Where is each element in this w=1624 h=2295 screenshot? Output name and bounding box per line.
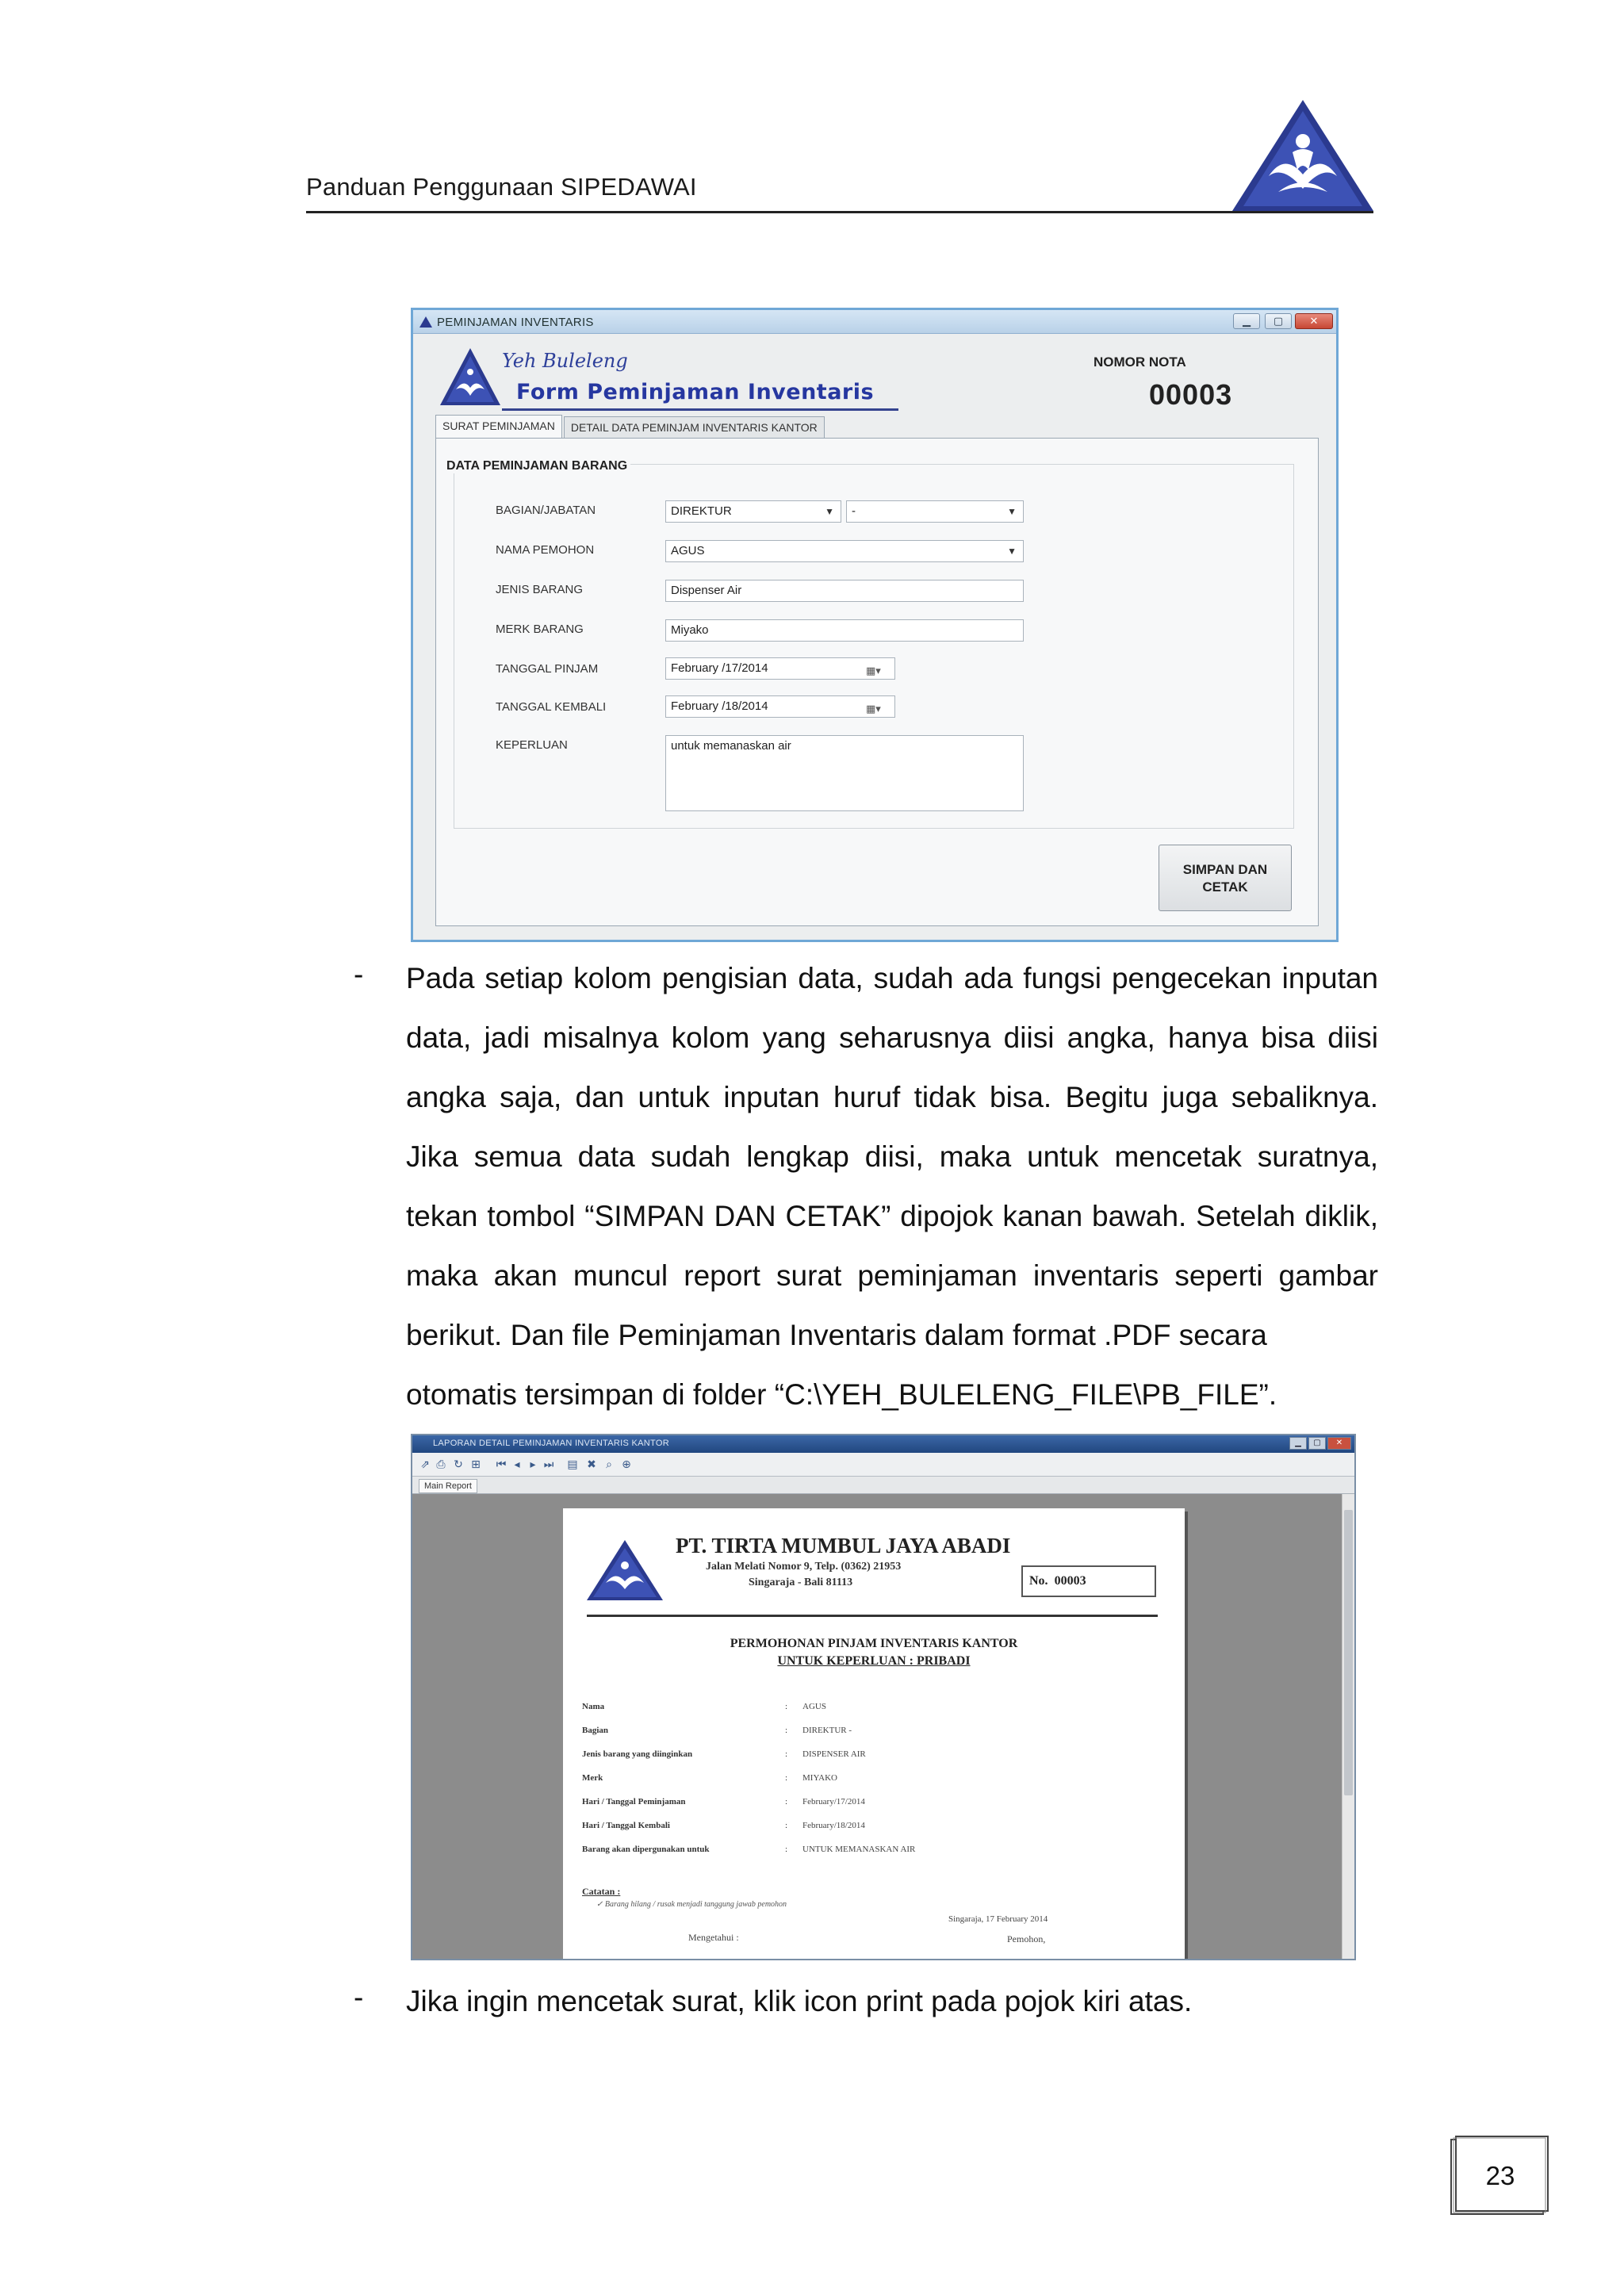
bullet-dash: - [354, 1981, 364, 2013]
row-label-tgl-kembali: Hari / Tanggal Kembali [582, 1821, 670, 1830]
nomor-nota-label: NOMOR NOTA [1094, 354, 1186, 370]
company-name: PT. TIRTA MUMBUL JAYA ABADI [676, 1534, 1011, 1557]
document-subtitle: UNTUK KEPERLUAN : PRIBADI [777, 1654, 971, 1668]
button-label-line2: CETAK [1202, 879, 1248, 895]
row-colon: : [785, 1821, 788, 1830]
jenis-label: JENIS BARANG [496, 583, 584, 596]
tab-surat-peminjaman[interactable]: SURAT PEMINJAMAN [435, 415, 562, 439]
window-titlebar [413, 310, 1336, 334]
banner-rule [502, 408, 898, 411]
company-logo-icon [585, 1538, 665, 1602]
institution-logo-icon [1229, 97, 1377, 214]
goto-page-icon[interactable]: ▤ [567, 1458, 578, 1470]
calendar-icon[interactable]: ▦▾ [866, 703, 881, 715]
bagian-label: BAGIAN/JABATAN [496, 504, 596, 517]
refresh-icon[interactable]: ↻ [454, 1458, 463, 1470]
close-button[interactable]: ✕ [1295, 313, 1333, 329]
row-value-bagian: DIREKTUR - [802, 1726, 852, 1735]
tgl-kembali-label: TANGGAL KEMBALI [496, 700, 607, 714]
export-icon[interactable]: ⇗ [420, 1458, 430, 1470]
merk-input[interactable]: Miyako [665, 619, 1024, 642]
app-logo-icon [419, 316, 432, 328]
tgl-pinjam-value: February /17/2014 [671, 661, 768, 675]
chevron-down-icon: ▼ [1007, 506, 1017, 517]
banner-script-text: Yeh Buleleng [502, 350, 628, 372]
prev-page-icon[interactable]: ◂ [514, 1458, 520, 1470]
bagian-value: DIREKTUR [671, 504, 732, 518]
catatan-item: ✓ Barang hilang / rusak menjadi tanggung jawab pemohon [596, 1900, 787, 1909]
report-toolbar [412, 1453, 1354, 1477]
row-value-jenis: DISPENSER AIR [802, 1749, 866, 1759]
chevron-down-icon: ▼ [1007, 546, 1017, 557]
print-icon[interactable]: ⎙ [436, 1458, 446, 1470]
row-label-bagian: Bagian [582, 1726, 609, 1735]
bagian-select[interactable] [665, 500, 841, 523]
zoom-icon[interactable]: ⊕ [622, 1458, 631, 1470]
company-city: Singaraja - Bali 81113 [749, 1577, 853, 1588]
row-colon: : [785, 1845, 788, 1854]
bagian-sub-value: - [852, 504, 856, 518]
row-value-tgl-kembali: February/18/2014 [802, 1821, 865, 1830]
nama-select[interactable] [665, 540, 1024, 562]
report-paper [563, 1508, 1185, 1960]
row-colon: : [785, 1726, 788, 1735]
tgl-pinjam-picker[interactable] [665, 657, 895, 680]
calendar-icon[interactable]: ▦▾ [866, 665, 881, 676]
minimize-button[interactable]: ▁ [1289, 1437, 1307, 1450]
chevron-down-icon: ▼ [825, 506, 834, 517]
form-banner-title: Form Peminjaman Inventaris [516, 380, 875, 404]
report-number-label: No. [1029, 1574, 1048, 1588]
maximize-button[interactable]: ▢ [1308, 1437, 1326, 1450]
company-address: Jalan Melati Nomor 9, Telp. (0362) 21953 [706, 1561, 902, 1573]
tgl-kembali-value: February /18/2014 [671, 699, 768, 713]
window-title: PEMINJAMAN INVENTARIS [437, 316, 594, 329]
minimize-button[interactable]: ▁ [1233, 313, 1260, 329]
group-title: DATA PEMINJAMAN BARANG [443, 459, 630, 473]
row-colon: : [785, 1797, 788, 1806]
bullet-dash: - [354, 958, 364, 990]
row-label-jenis: Jenis barang yang diinginkan [582, 1749, 693, 1759]
page-header-title: Panduan Penggunaan SIPEDAWAI [306, 173, 697, 201]
sign-pemohon: Pemohon, [1007, 1933, 1046, 1944]
maximize-button[interactable]: ▢ [1265, 313, 1292, 329]
tgl-kembali-picker[interactable] [665, 695, 895, 718]
last-page-icon[interactable]: ⏭ [543, 1458, 554, 1470]
tab-detail-data[interactable]: DETAIL DATA PEMINJAM INVENTARIS KANTOR [564, 416, 825, 439]
row-colon: : [785, 1702, 788, 1711]
jenis-input[interactable]: Dispenser Air [665, 580, 1024, 602]
row-value-nama: AGUS [802, 1702, 826, 1711]
keperluan-label: KEPERLUAN [496, 738, 568, 752]
next-page-icon[interactable]: ▸ [530, 1458, 536, 1470]
stop-icon[interactable]: ✖ [587, 1458, 596, 1470]
close-button[interactable]: ✕ [1327, 1437, 1351, 1450]
bagian-sub-select[interactable] [846, 500, 1024, 523]
report-tabstrip [412, 1477, 1354, 1494]
report-number-box [1021, 1565, 1156, 1597]
row-value-merk: MIYAKO [802, 1773, 837, 1783]
row-label-keperluan: Barang akan dipergunakan untuk [582, 1845, 710, 1854]
report-window-screenshot [411, 1434, 1356, 1960]
row-colon: : [785, 1773, 788, 1783]
report-window-controls [1289, 1437, 1351, 1450]
form-window-screenshot [411, 308, 1339, 942]
page-number: 23 [1485, 2161, 1515, 2190]
report-titlebar [412, 1435, 1354, 1453]
paragraph-2: Jika ingin mencetak surat, klik icon print pada pojok kiri atas. [406, 1985, 1193, 2017]
paragraph-1-last-line: otomatis tersimpan di folder “C:\YEH_BULELENG_FILE\PB_FILE”. [406, 1378, 1277, 1411]
document-title: PERMOHONAN PINJAM INVENTARIS KANTOR [730, 1637, 1018, 1650]
sign-place-date: Singaraja, 17 February 2014 [948, 1914, 1048, 1924]
catatan-label: Catatan : [582, 1886, 621, 1897]
row-value-keperluan: UNTUK MEMANASKAN AIR [802, 1845, 916, 1854]
paragraph-1: Pada setiap kolom pengisian data, sudah ada fungsi pengecekan inputan data, jadi misalnya kolom yang seharusnya diisi angka, hanya bisa diisi angka saja, dan untuk inputan huruf tidak bisa. Begitu juga sebaliknya. Jika semua data sudah lengkap diisi, maka untuk mencetak suratnya, tekan tombol “SIMPAN DAN CETAK” dipojok kanan bawah. Setelah diklik, maka akan muncul report surat peminjaman inventaris seperti gambar berikut. Dan file Peminjaman Inventaris dalam format .PDF secara [406, 962, 1378, 1351]
report-window-title: LAPORAN DETAIL PEMINJAMAN INVENTARIS KANTOR [433, 1439, 669, 1448]
row-value-tgl-pinjam: February/17/2014 [802, 1797, 865, 1806]
nama-label: NAMA PEMOHON [496, 543, 595, 557]
simpan-dan-cetak-button[interactable] [1159, 845, 1292, 911]
row-label-nama: Nama [582, 1702, 605, 1711]
nama-value: AGUS [671, 544, 705, 557]
first-page-icon[interactable]: ⏮ [496, 1458, 507, 1470]
scrollbar-thumb[interactable] [1344, 1510, 1353, 1795]
form-tabs [435, 416, 826, 439]
nomor-nota-value: 00003 [1149, 378, 1233, 411]
row-label-merk: Merk [582, 1773, 603, 1783]
row-colon: : [785, 1749, 788, 1759]
report-header-rule [587, 1615, 1158, 1617]
sign-mengetahui: Mengetahui : [688, 1932, 739, 1943]
tgl-pinjam-label: TANGGAL PINJAM [496, 662, 599, 676]
vertical-scrollbar[interactable] [1342, 1494, 1354, 1959]
header-rule [306, 211, 1373, 213]
search-icon[interactable]: ⌕ [606, 1458, 612, 1470]
tab-main-report[interactable]: Main Report [419, 1479, 477, 1493]
keperluan-textarea[interactable]: untuk memanaskan air [665, 735, 1024, 811]
button-label-line1: SIMPAN DAN [1182, 862, 1268, 877]
report-number-value: 00003 [1054, 1574, 1086, 1588]
row-label-tgl-pinjam: Hari / Tanggal Peminjaman [582, 1797, 686, 1806]
tree-icon[interactable]: ⊞ [471, 1458, 481, 1470]
merk-label: MERK BARANG [496, 623, 584, 636]
